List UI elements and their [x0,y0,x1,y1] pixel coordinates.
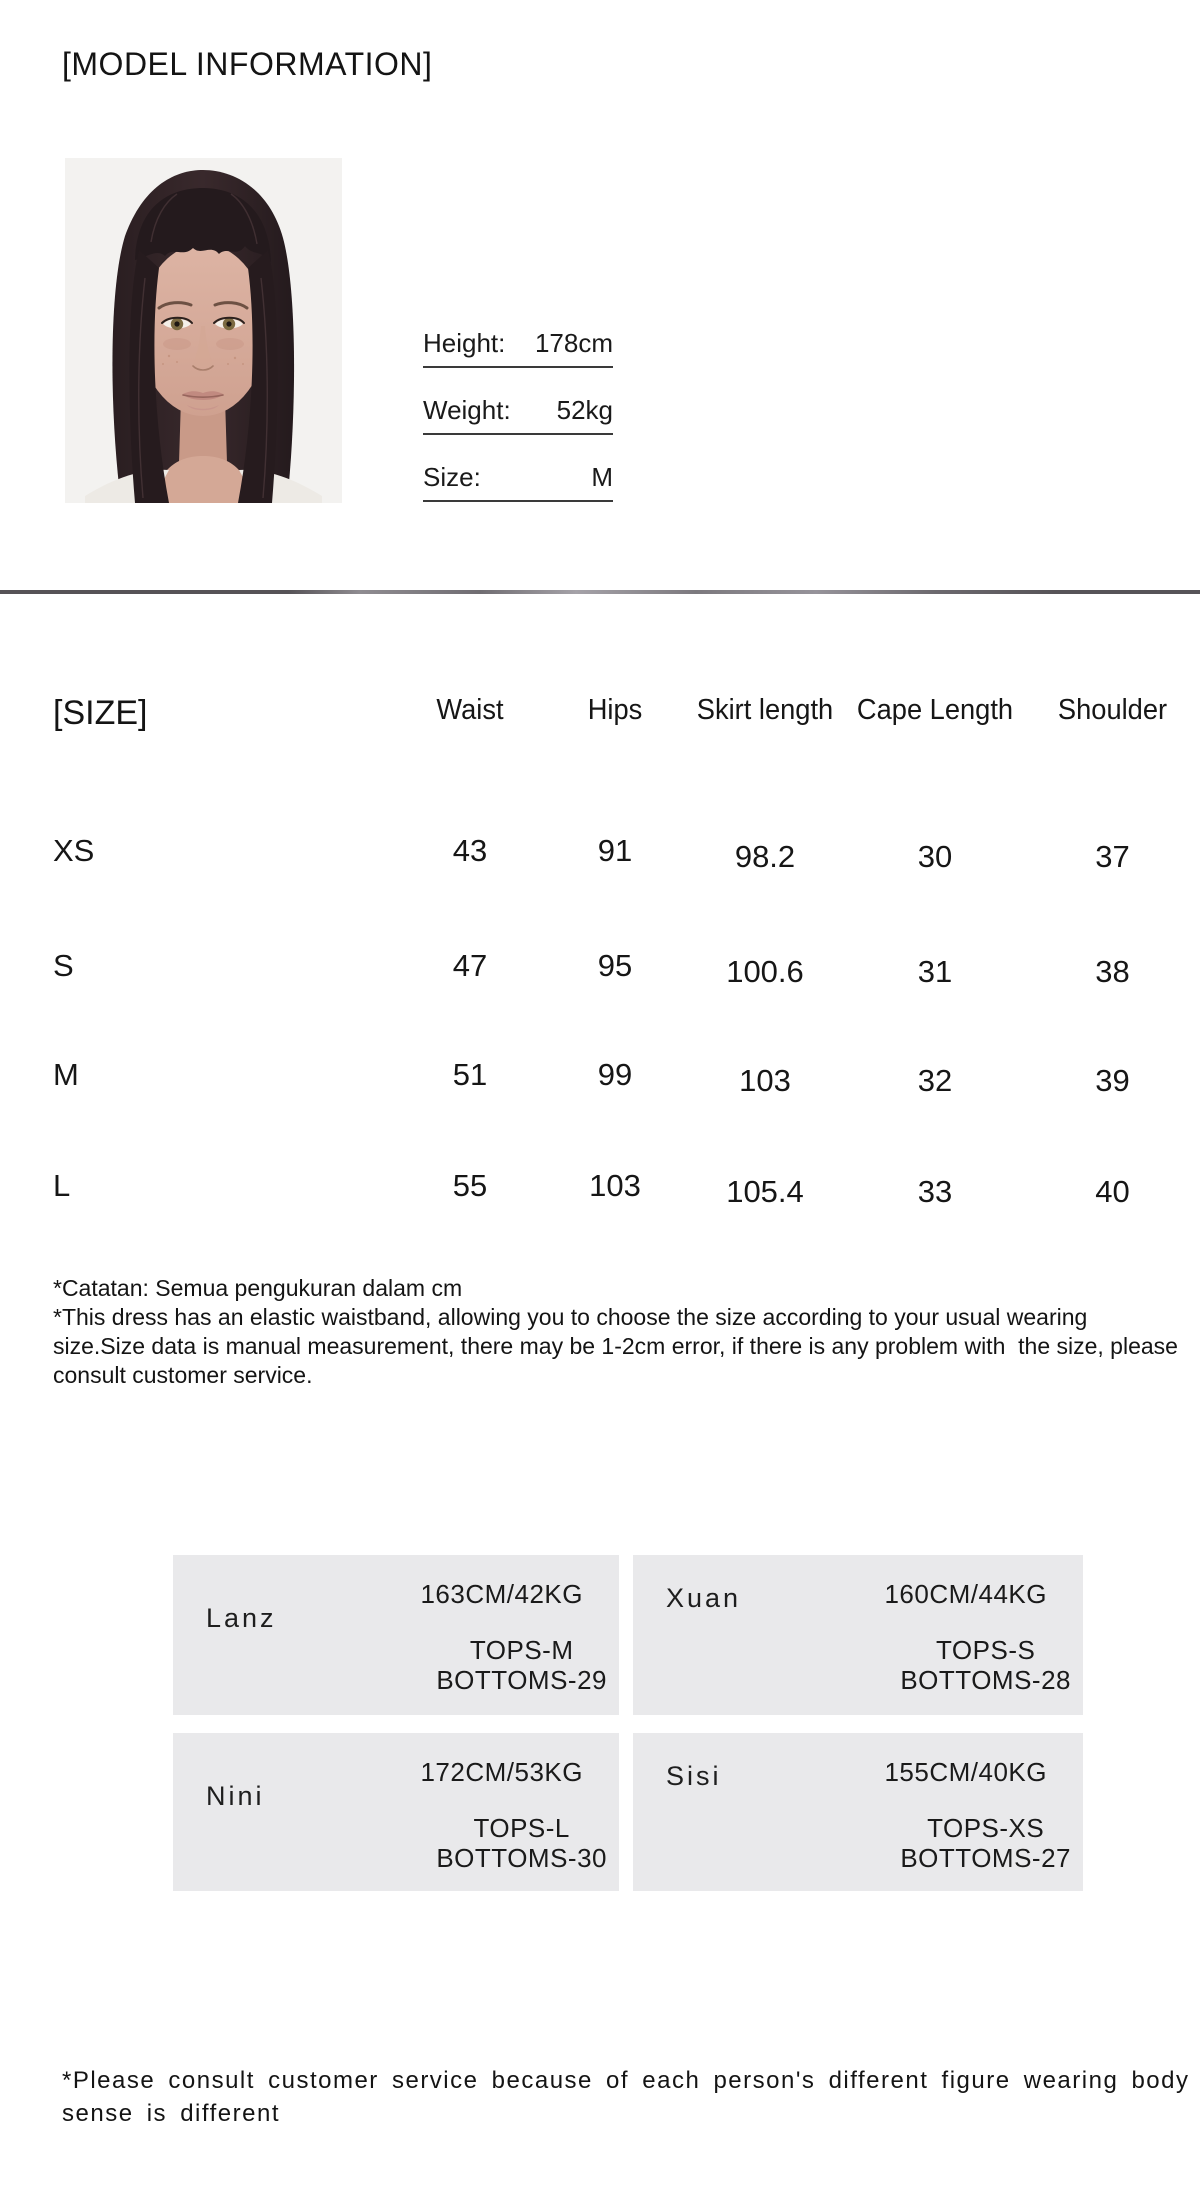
fit-model-stats: 155CM/40KG [884,1757,1047,1787]
fit-model-tops: TOPS-S [936,1635,1036,1665]
skirt-length-value: 105.4 [726,1174,804,1209]
size-row-label: M [53,1057,79,1092]
size-table-title: [SIZE] [53,694,148,732]
size-row-xs [0,833,1200,874]
waist-value: 47 [452,948,488,983]
note-catatan: *Catatan: Semua pengukuran dalam cm [53,1275,463,1301]
column-header-hips: Hips [587,694,643,726]
model-info-list [423,301,613,502]
size-row-label: L [53,1168,71,1203]
size-row-label: XS [53,833,95,868]
fit-model-bottoms: BOTTOMS-29 [436,1665,607,1695]
fit-model-stats: 163CM/42KG [420,1579,583,1609]
cape-length-value: 30 [917,839,953,874]
fit-model-card-nini [173,1733,619,1891]
cape-length-value: 32 [917,1063,953,1098]
shoulder-value: 39 [1095,1063,1130,1098]
fit-model-name: Nini [206,1781,265,1811]
height-value: 178cm [534,328,613,358]
fit-model-name: Xuan [666,1583,742,1613]
skirt-length-value: 100.6 [726,954,804,989]
size-table-header [0,694,1200,733]
note-elastic-waistband: *This dress has an elastic waistband, allowing you to choose the size according to your usual wearing size.Size data is manual measurement, there may be 1-2cm error, if there is any problem with the size, please consult customer service. [53,1304,1185,1388]
hips-value: 91 [597,833,633,868]
size-row-s [0,948,1200,989]
fit-model-stats: 160CM/44KG [884,1579,1047,1609]
shoulder-value: 38 [1095,954,1130,989]
hips-value: 99 [597,1057,633,1092]
fit-model-sizes [436,1635,607,1695]
model-info-row-size [423,435,613,502]
model-info-row-weight [423,368,613,435]
column-header-skirt-length: Skirt length [696,694,834,726]
cape-length-value: 33 [917,1174,953,1209]
measurement-notes [53,1274,1185,1390]
size-row-l [0,1168,1200,1209]
height-label: Height: [423,328,506,358]
fit-model-sizes [900,1813,1071,1873]
fit-model-bottoms: BOTTOMS-28 [900,1665,1071,1695]
model-portrait-illustration [65,158,342,503]
size-label: Size: [423,462,481,492]
fit-model-card-lanz [173,1555,619,1715]
model-info-row-height [423,301,613,368]
fit-model-card-sisi [633,1733,1083,1891]
column-header-waist: Waist [436,694,504,726]
size-value: M [591,462,613,492]
fit-model-tops: TOPS-L [473,1813,570,1843]
model-photo [65,158,342,503]
size-row-label: S [53,948,74,983]
column-header-cape-length: Cape Length [856,694,1014,726]
fit-model-name: Sisi [666,1761,722,1791]
skirt-length-value: 103 [739,1063,791,1098]
section-divider [0,590,1200,594]
fit-model-tops: TOPS-XS [927,1813,1045,1843]
waist-value: 51 [452,1057,488,1092]
column-header-shoulder: Shoulder [1057,694,1168,726]
waist-value: 43 [452,833,488,868]
hips-value: 103 [589,1168,641,1203]
fit-model-bottoms: BOTTOMS-30 [436,1843,607,1873]
shoulder-value: 37 [1095,839,1130,874]
footer-note: *Please consult customer service because of each person's different figure wearing body sense is different [62,2067,1190,2127]
fit-model-stats: 172CM/53KG [420,1757,583,1787]
fit-model-sizes [900,1635,1071,1695]
weight-value: 52kg [556,395,613,425]
size-row-m [0,1057,1200,1098]
skirt-length-value: 98.2 [734,839,796,874]
weight-label: Weight: [423,395,511,425]
hips-value: 95 [597,948,633,983]
fit-model-card-xuan [633,1555,1083,1715]
page-title: [MODEL INFORMATION] [62,46,433,82]
shoulder-value: 40 [1095,1174,1130,1209]
fit-model-tops: TOPS-M [469,1635,574,1665]
cape-length-value: 31 [917,954,953,989]
fit-model-name: Lanz [206,1603,277,1633]
fit-model-sizes [436,1813,607,1873]
fit-model-bottoms: BOTTOMS-27 [900,1843,1071,1873]
waist-value: 55 [452,1168,488,1203]
